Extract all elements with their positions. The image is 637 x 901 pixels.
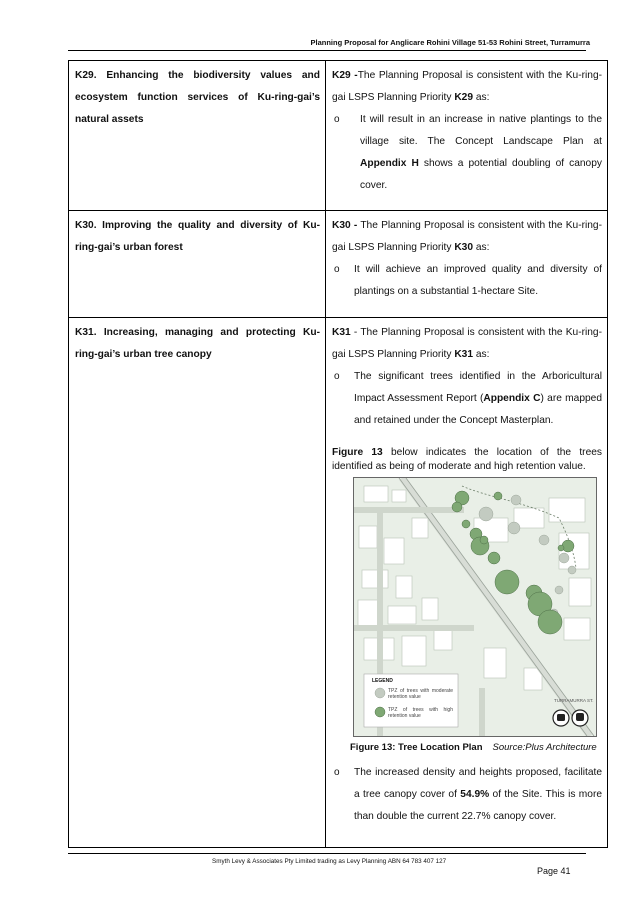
response-lead: The Planning Proposal is consistent with the Ku-ring-gai LSPS Planning Priority (332, 70, 602, 103)
ref-k29-2: K29 (454, 92, 474, 103)
tree-location-plan (353, 477, 597, 737)
response-tail: as: (473, 242, 490, 253)
header-divider (68, 50, 586, 51)
canopy-percent: 54.9% (460, 789, 490, 800)
figure-reference: Figure 13 below indicates the location of the trees identified as being of moderate and high retention value. (332, 447, 602, 472)
table-row (69, 211, 608, 318)
station-label: TURRAMURRA ST. (554, 698, 594, 703)
response-lead: - The Planning Proposal is consistent with the Ku-ring-gai LSPS Planning Priority (332, 327, 602, 360)
legend-title: LEGEND (372, 678, 393, 684)
appendix-c-ref: Appendix C (483, 393, 541, 404)
ref-k30: K30 - (332, 220, 358, 231)
response-tail: as: (473, 92, 490, 103)
priority-k29: K29. Enhancing the biodiversity values and ecosystem function services of Ku-ring-gai’s natural assets (69, 61, 326, 211)
list-item: o The significant trees identified in the Arboricultural Impact Assessment Report (Appendix C) are mapped and retained under the Concept Masterplan. (332, 366, 602, 432)
response-k30 (326, 211, 608, 318)
list-item: o It will result in an increase in native plantings to the village site. The Concept Landscape Plan at Appendix H shows a potential doubling of canopy cover. (332, 109, 602, 197)
table-row (69, 61, 608, 211)
list-item: o The increased density and heights proposed, facilitate a tree canopy cover of 54.9% of the Site. This is more than double the current 22.7% canopy cover. (332, 762, 602, 828)
response-k31 (326, 318, 608, 848)
page-number: Page 41 (537, 866, 571, 876)
ref-k31-2: K31 (454, 349, 474, 360)
table-row (69, 318, 608, 848)
legend-high-label: TPZ of trees with high retention value (388, 707, 453, 719)
legend-moderate-label: TPZ of trees with moderate retention value (388, 688, 453, 700)
priority-k31: K31. Increasing, managing and protecting Ku-ring-gai’s urban tree canopy (69, 318, 326, 848)
page-header: Planning Proposal for Anglicare Rohini Village 51-53 Rohini Street, Turramurra (310, 38, 590, 47)
planning-priorities-table (68, 60, 608, 848)
ref-k30-2: K30 (454, 242, 474, 253)
footer-text: Smyth Levy & Associates Pty Limited trading as Levy Planning ABN 64 783 407 127 (212, 858, 447, 865)
figure-caption: Figure 13: Tree Location Plan Source:Plus Architecture (350, 742, 597, 753)
response-lead: The Planning Proposal is consistent with the Ku-ring-gai LSPS Planning Priority (332, 220, 602, 253)
ref-k29: K29 - (332, 70, 358, 81)
list-item: o It will achieve an improved quality and diversity of plantings on a substantial 1-hectare Site. (332, 259, 602, 303)
legend-text (364, 674, 458, 727)
ref-k31: K31 (332, 327, 351, 338)
priority-k30: K30. Improving the quality and diversity of Ku-ring-gai’s urban forest (69, 211, 326, 318)
response-k29 (326, 61, 608, 211)
appendix-h-ref: Appendix H (360, 158, 419, 169)
figure-source: Source:Plus Architecture (492, 742, 597, 753)
response-tail: as: (473, 349, 490, 360)
footer-divider (68, 853, 586, 854)
